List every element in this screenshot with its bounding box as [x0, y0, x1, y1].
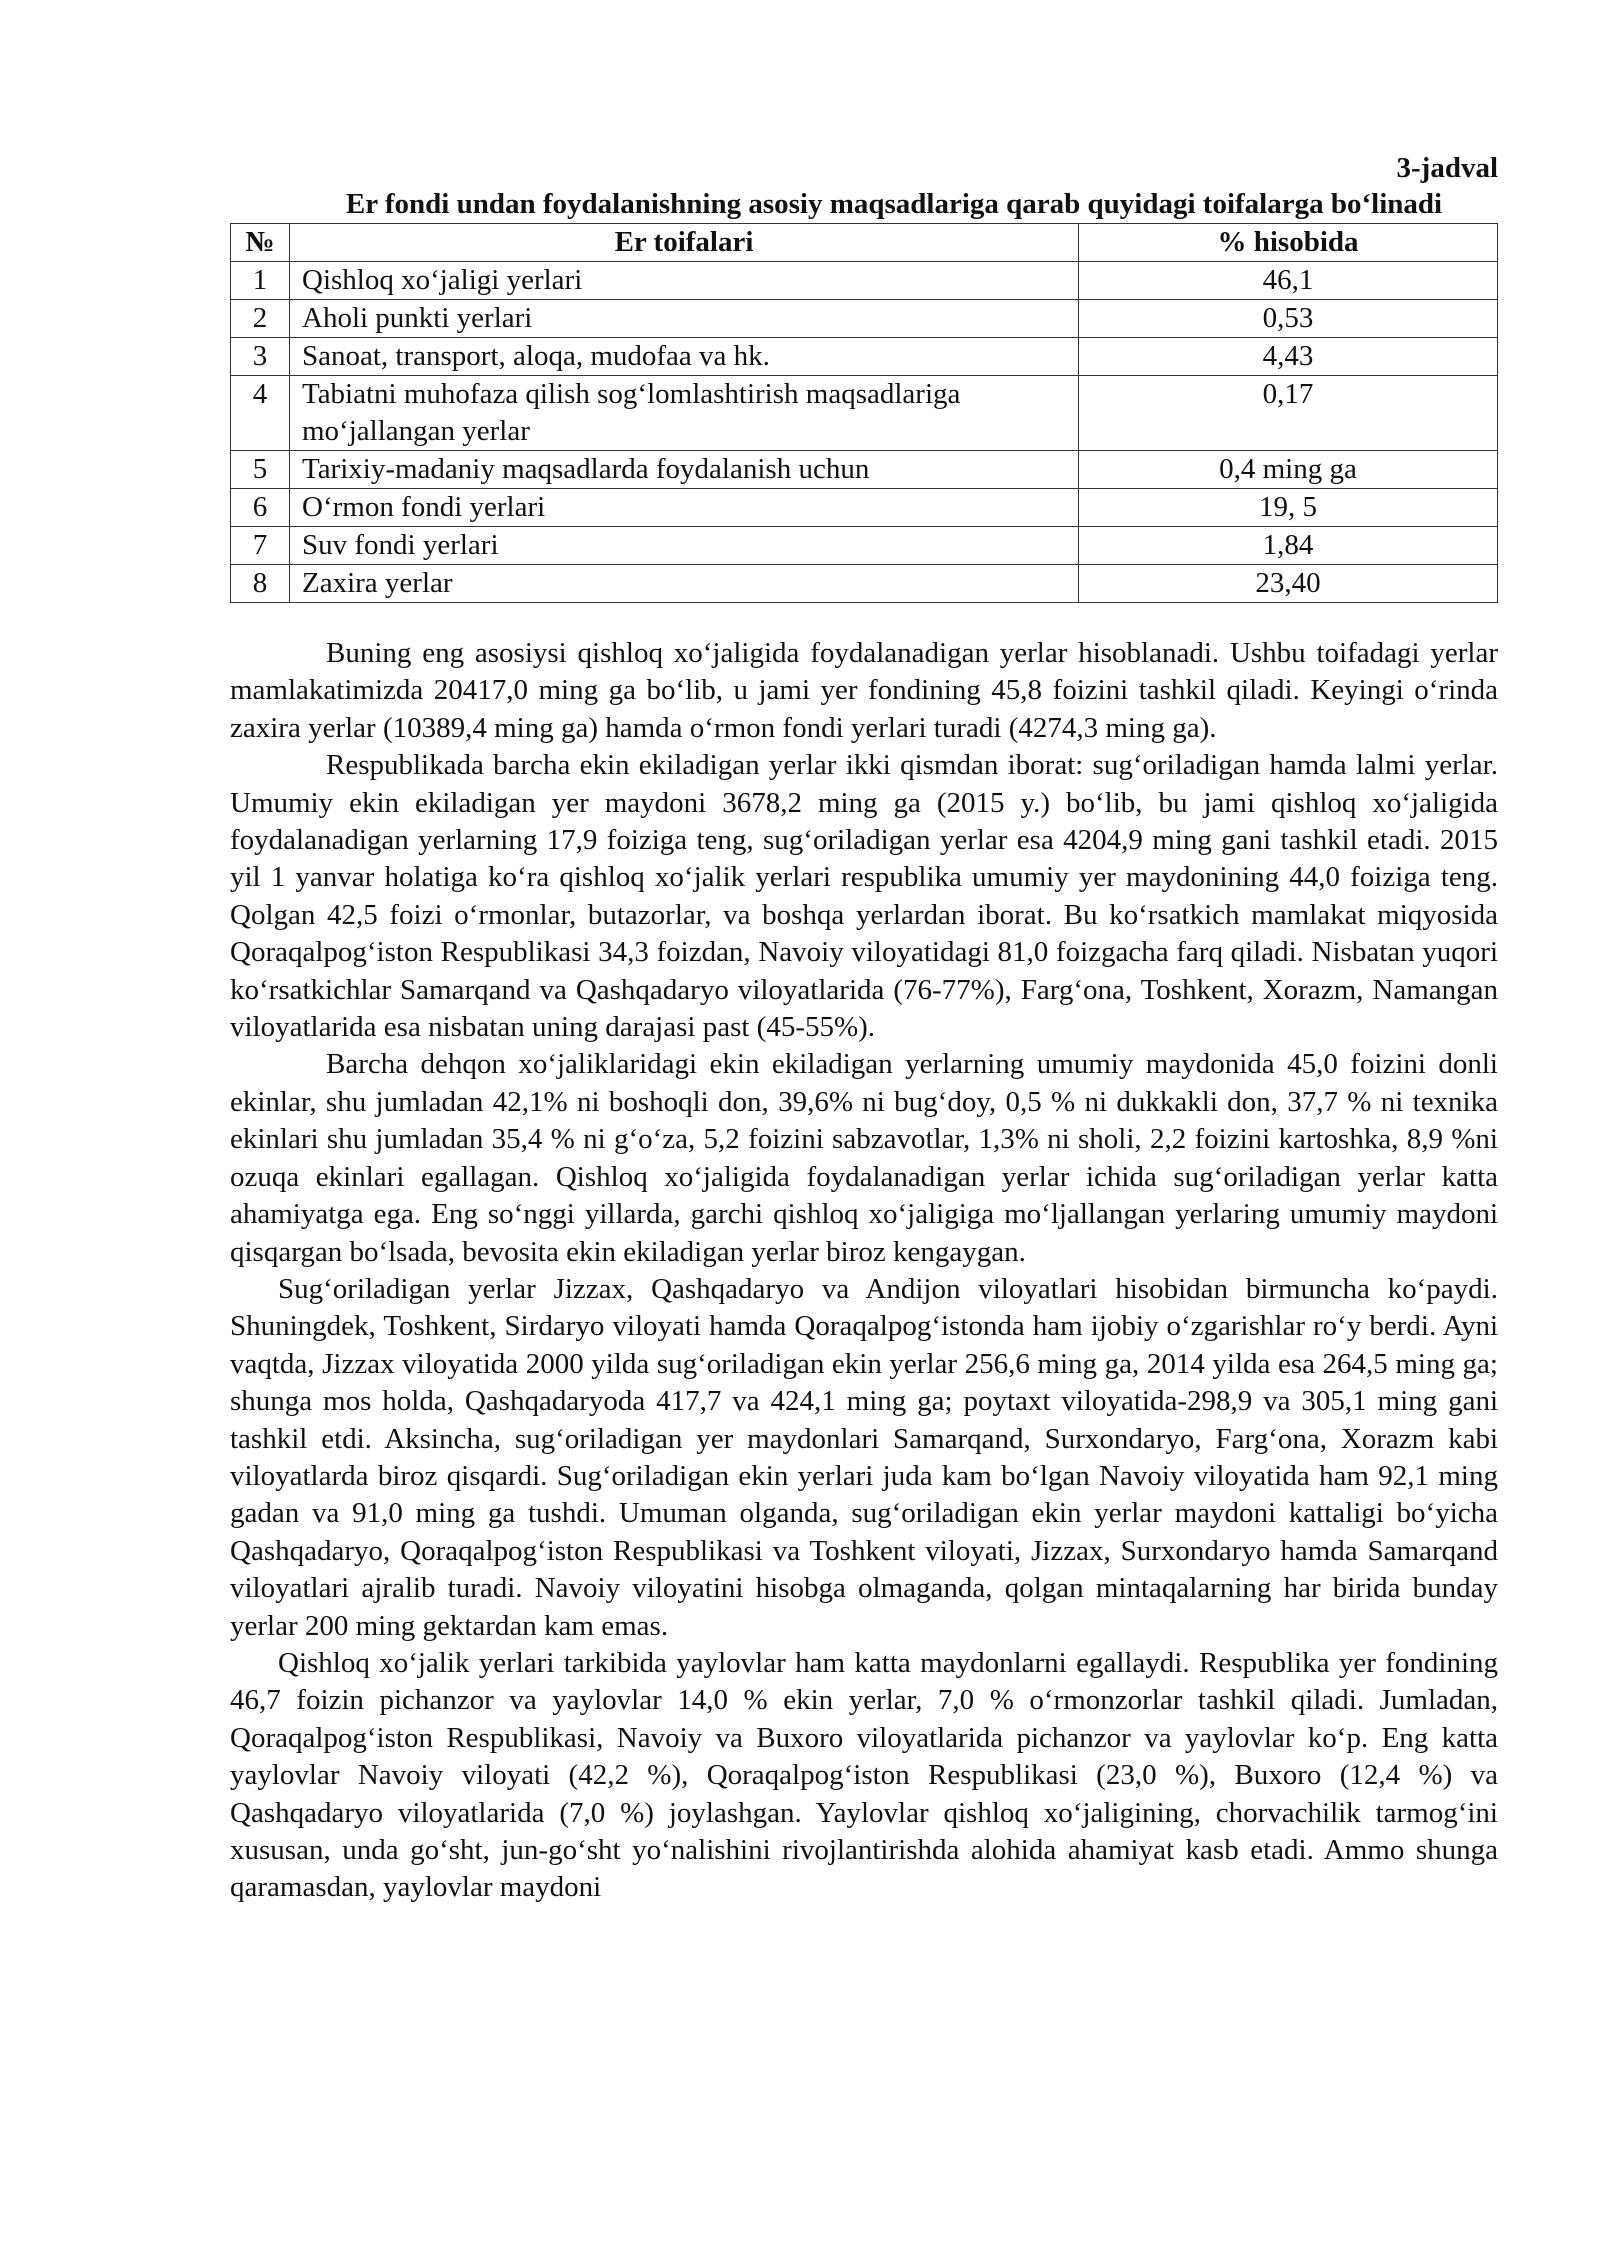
row-percent: 1,84: [1079, 527, 1498, 565]
table-row: [231, 376, 1498, 451]
row-category: Zaxira yerlar: [290, 565, 1079, 603]
paragraph: Sug‘oriladigan yerlar Jizzax, Qashqadaryo va Andijon viloyatlari hisobidan birmuncha ko‘paydi. Shuningdek, Toshkent, Sirdaryo viloyati hamda Qoraqalpog‘istonda ham ijobiy o‘zgarishlar ro‘y berdi. Ayni vaqtda, Jizzax viloyatida 2000 yilda sug‘oriladigan ekin yerlar 256,6 ming ga, 2014 yilda esa 264,5 ming ga; shunga mos holda, Qashqadaryoda 417,7 va 424,1 ming ga; poytaxt viloyatida-298,9 va 305,1 ming gani tashkil etdi. Aksincha, sug‘oriladigan yer maydonlari Samarqand, Surxondaryo, Farg‘ona, Xorazm kabi viloyatlarda biroz qisqardi. Sug‘oriladigan ekin yerlari juda kam bo‘lgan Navoiy viloyatida ham 92,1 ming gadan va 91,0 ming ga tushdi. Umuman olganda, sug‘oriladigan ekin yerlar maydoni kattaligi bo‘yicha Qashqadaryo, Qoraqalpog‘iston Respublikasi va Toshkent viloyati, Jizzax, Surxondaryo hamda Samarqand viloyatlari ajralib turadi. Navoiy viloyatini hisobga olmaganda, qolgan mintaqalarning har birida bunday yerlar 200 ming gektardan kam emas.: [230, 1272, 1498, 1642]
paragraph: Buning eng asosiysi qishloq xo‘jaligida foydalanadigan yerlar hisoblanadi. Ushbu toifadagi yerlar mamlakatimizda 20417,0 ming ga bo‘lib, u jami yer fondining 45,8 foizini tashkil qiladi. Keyingi o‘rinda zaxira yerlar (10389,4 ming ga) hamda o‘rmon fondi yerlari turadi (4274,3 ming ga).: [230, 637, 1498, 744]
row-category: Qishloq xo‘jaligi yerlari: [290, 262, 1079, 300]
row-category: Sanoat, transport, aloqa, mudofaa va hk.: [290, 338, 1079, 376]
table-row: [231, 451, 1498, 489]
table-row: [231, 527, 1498, 565]
row-percent: 23,40: [1079, 565, 1498, 603]
row-percent: 0,17: [1079, 376, 1498, 451]
row-number: 6: [231, 489, 290, 527]
header-percent: % hisobida: [1079, 224, 1498, 262]
row-number: 4: [231, 376, 290, 451]
paragraph: Barcha dehqon xo‘jaliklaridagi ekin ekiladigan yerlarning umumiy maydonida 45,0 foizini donli ekinlar, shu jumladan 42,1% ni boshoqli don, 39,6% ni bug‘doy, 0,5 % ni dukkakli don, 37,7 % ni texnika ekinlari shu jumladan 35,4 % ni g‘o‘za, 5,2 foizini sabzavotlar, 1,3% ni sholi, 2,2 foizini kartoshka, 8,9 %ni ozuqa ekinlari egallagan. Qishloq xo‘jaligida foydalanadigan yerlar ichida sug‘oriladigan yerlar katta ahamiyatga ega. Eng so‘nggi yillarda, garchi qishloq xo‘jaligiga mo‘ljallangan yerlaring umumiy maydoni qisqargan bo‘lsada, bevosita ekin ekiladigan yerlar biroz kengaygan.: [230, 1048, 1498, 1268]
table-caption: Er fondi undan foydalanishning asosiy maqsadlariga qarab quyidagi toifalarga bo‘linadi: [345, 188, 1443, 220]
row-category: Tabiatni muhofaza qilish sog‘lomlashtirish maqsadlariga mo‘jallangan yerlar: [290, 376, 1079, 451]
table-row: [231, 565, 1498, 603]
row-category: Suv fondi yerlari: [290, 527, 1079, 565]
table-row: [231, 262, 1498, 300]
header-number: №: [231, 224, 290, 262]
paragraph: Respublikada barcha ekin ekiladigan yerlar ikki qismdan iborat: sug‘oriladigan hamda lalmi yerlar. Umumiy ekin ekiladigan yer maydoni 3678,2 ming ga (2015 y.) bo‘lib, bu jami qishloq xo‘jaligida foydalanadigan yerlarning 17,9 foiziga teng, sug‘oriladigan yerlar esa 4204,9 ming gani tashkil etadi. 2015 yil 1 yanvar holatiga ko‘ra qishloq xo‘jalik yerlari respublika umumiy yer maydonining 44,0 foiziga teng. Qolgan 42,5 foizi o‘rmonlar, butazorlar, va boshqa yerlardan iborat. Bu ko‘rsatkich mamlakat miqyosida Qoraqalpog‘iston Respublikasi 34,3 foizdan, Navoiy viloyatidagi 81,0 foizgacha farq qiladi. Nisbatan yuqori ko‘rsatkichlar Samarqand va Qashqadaryo viloyatlarida (76-77%), Farg‘ona, Toshkent, Xorazm, Namangan viloyatlarida esa nisbatan uning darajasi past (45-55%).: [230, 749, 1498, 1044]
row-category: Tarixiy-madaniy maqsadlarda foydalanish uchun: [290, 451, 1079, 489]
table-row: [231, 338, 1498, 376]
row-number: 1: [231, 262, 290, 300]
row-percent: 0,53: [1079, 300, 1498, 338]
row-percent: 46,1: [1079, 262, 1498, 300]
table-row: [231, 300, 1498, 338]
row-category: O‘rmon fondi yerlari: [290, 489, 1079, 527]
row-number: 5: [231, 451, 290, 489]
table-label: 3-jadval: [1396, 152, 1498, 184]
row-number: 8: [231, 565, 290, 603]
row-number: 3: [231, 338, 290, 376]
row-percent: 4,43: [1079, 338, 1498, 376]
row-percent: 19, 5: [1079, 489, 1498, 527]
row-category: Aholi punkti yerlari: [290, 300, 1079, 338]
row-percent: 0,4 ming ga: [1079, 451, 1498, 489]
paragraph: Qishloq xo‘jalik yerlari tarkibida yaylovlar ham katta maydonlarni egallaydi. Respublika yer fondining 46,7 foizin pichanzor va yaylovlar 14,0 % ekin yerlar, 7,0 % o‘rmonzorlar tashkil qiladi. Jumladan, Qoraqalpog‘iston Respublikasi, Navoiy va Buxoro viloyatlarida pichanzor va yaylovlar ko‘p. Eng katta yaylovlar Navoiy viloyati (42,2 %), Qoraqalpog‘iston Respublikasi (23,0 %), Buxoro (12,4 %) va Qashqadaryo viloyatlarida (7,0 %) joylashgan. Yaylovlar qishloq xo‘jaligining, chorvachilik tarmog‘ini xususan, unda go‘sht, jun-go‘sht yo‘nalishini rivojlantirishda alohida ahamiyat kasb etadi. Ammo shunga qaramasdan, yaylovlar maydoni: [230, 1646, 1498, 1904]
header-category: Er toifalari: [290, 224, 1079, 262]
table-row: [231, 489, 1498, 527]
row-number: 2: [231, 300, 290, 338]
body-text: [230, 635, 1498, 1907]
table-header-row: [231, 224, 1498, 262]
row-number: 7: [231, 527, 290, 565]
document-page: [230, 150, 1498, 1907]
land-categories-table: [230, 223, 1498, 603]
